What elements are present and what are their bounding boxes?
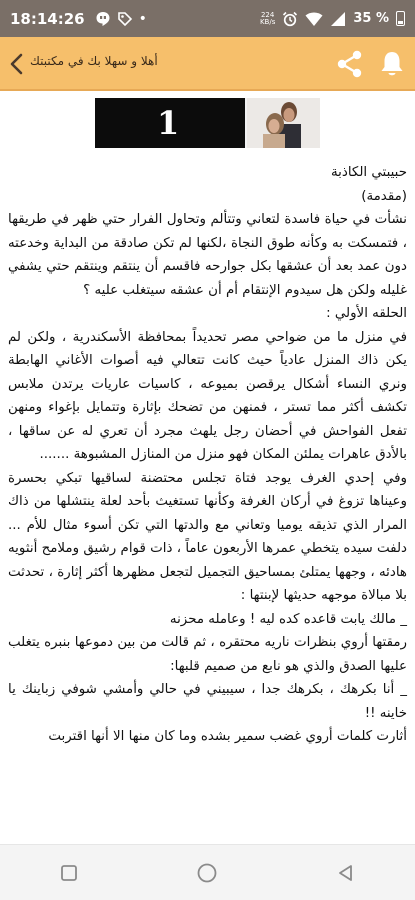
article-intro: نشأت في حياة فاسدة لتعاني وتتألم وتحاول الفرار حتي ظهر في طريقها ، فتمسكت به وكأنه طوق النجاة ،لكنها لم تكن صادقة من البداية وخدعته دون عمد بعد أن عشقها بكل جوارحه فاقسم أن ينتقم وينتقم حتي يشفي غليله ولكن هل سيدوم الإنتقام أم أن عشقه سيتغلب عليه ؟ — [8, 212, 407, 298]
more-dot-icon: • — [138, 10, 147, 27]
paragraph: رمقتها أروي بنظرات ناريه محتقره ، ثم قالت من بين دموعها بنبره يتغلب عليها الصدق والذي هو نابع من صميم قلبها: — [8, 635, 407, 674]
cover-chapter-number: 1 — [157, 104, 180, 142]
system-navigation-bar — [0, 844, 415, 900]
tag-icon — [117, 11, 133, 27]
network-speed: 224 KB/s — [259, 10, 276, 26]
signal-icon — [330, 11, 346, 27]
paragraph: وفي إحدي الغرف يوجد فتاة تجلس محتضنة لساقيها تبكي بحسرة وعيناها تزوغ في أركان الغرفة وكأنها تستغيث بأحد لعلة ينتشلها من ذاك المرار الذي تذيقه يوميا وتعاني مع والدتها التي تكن أسوء مثال للأم ... دلفت سيده يتخطي عمرها الأربعون عاماً ، ذات قوام رشيق وملامح أنثويه هادئه ، وجهها يمتلئ بمساحيق التجميل لتجعل مظهرها أكثر إثارة ، تحدثت بلا مبالاة موجهه حديثها لإبنتها : — [8, 470, 407, 603]
app-bar — [0, 37, 415, 91]
paragraph: في منزل ما من ضواحي مصر تحديداً بمحافظة الأسكندرية ، ولكن لم يكن ذاك المنزل عادياً حيث كانت تتعالي فيه أصوات الأغاني الهابطة ونري النساء أشكال يرقصن بميوعه ، كاسيات عاريات يرتدن ملابس تكشف أكثر مما تستر ، فمنهن من تضحك بإثارة وتتمايل بإغواء ومنهن تفعل الفواحش في أحضان رجل يلهث مجرد أن تعري له عن ساقها ، بالأدق عاهرات يملئن المكان فهو منزل من المنازل المشبوهة ....... — [8, 329, 407, 462]
dialogue-line: _ مالك يابت قاعده كده ليه ! وعامله محزنه — [169, 611, 407, 627]
status-time: 18:14:26 — [10, 9, 85, 28]
chapter-cover-image — [95, 98, 320, 148]
hangouts-icon — [95, 11, 111, 27]
dialogue-line: _ أنا بكرهك ، بكرهك جدا ، سيبيني في حالي وأمشي شوفي زباينك يا خاينه !! — [8, 682, 407, 721]
status-bar — [0, 0, 415, 37]
square-icon — [60, 864, 78, 882]
app-bar-title: أهلا و سهلا بك في مكتبتك — [30, 54, 158, 68]
battery-icon — [396, 11, 405, 26]
wifi-icon — [305, 11, 323, 27]
battery-percent: 35 % — [353, 11, 389, 26]
status-notification-icons — [95, 11, 147, 27]
back-chevron-icon[interactable] — [6, 51, 28, 77]
status-system-icons — [260, 11, 405, 27]
circle-icon — [196, 862, 218, 884]
triangle-back-icon — [336, 863, 356, 883]
reader-content[interactable] — [0, 91, 415, 844]
bell-icon[interactable] — [377, 49, 407, 79]
chapter-heading: الحلقه الأولي : — [326, 306, 407, 321]
back-button[interactable] — [321, 853, 371, 893]
alarm-icon — [282, 11, 298, 27]
article-subtitle: (مقدمة) — [361, 188, 407, 204]
share-icon[interactable] — [335, 49, 365, 79]
paragraph: أثارت كلمات أروي غضب سمير بشده وما كان منها الا أنها اقتربت — [48, 729, 407, 744]
article-text — [8, 161, 407, 749]
article-title: حبيبتي الكاذبة — [330, 165, 407, 180]
home-button[interactable] — [182, 853, 232, 893]
recents-button[interactable] — [44, 853, 94, 893]
cover-couple-photo — [247, 98, 320, 148]
